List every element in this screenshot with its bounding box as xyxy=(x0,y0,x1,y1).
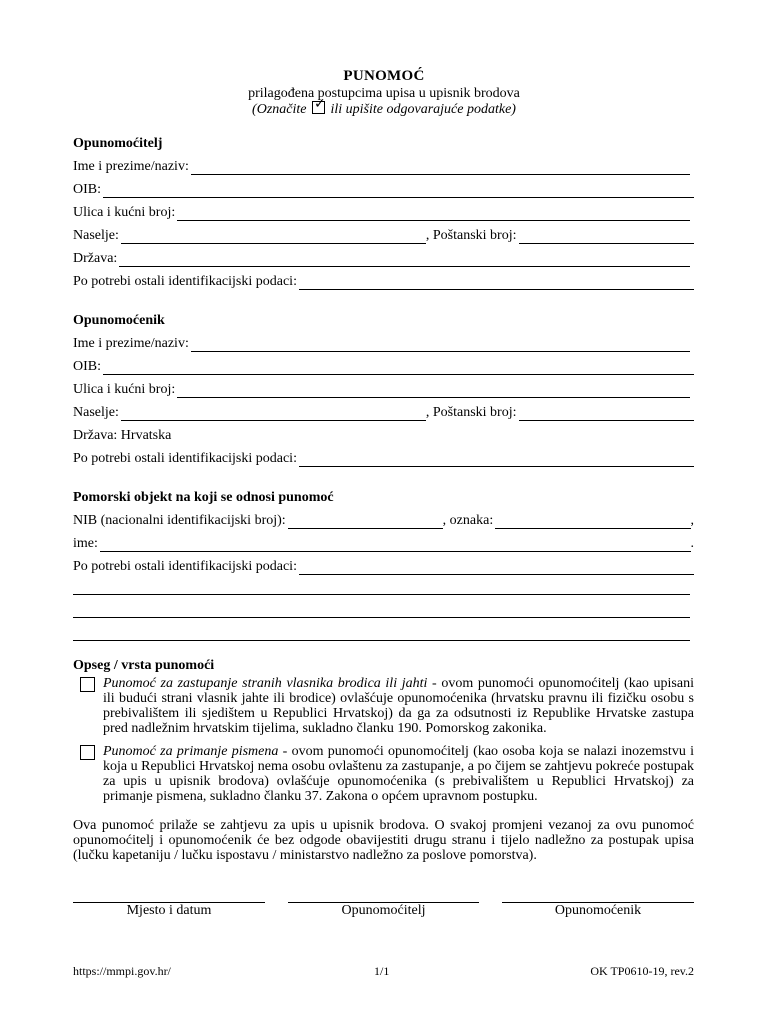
object-mark-line[interactable] xyxy=(495,516,690,529)
object-nib-field[interactable] xyxy=(73,513,694,529)
object-extra-line-1[interactable] xyxy=(73,594,690,595)
option2-checkbox[interactable] xyxy=(80,745,95,760)
principal-other-label: Po potrebi ostali identifikacijski podaci: xyxy=(73,274,297,289)
agent-other-line[interactable] xyxy=(299,454,694,467)
object-other-line[interactable] xyxy=(299,562,694,575)
agent-heading: Opunomoćenik xyxy=(73,313,165,328)
principal-settlement-label: Naselje: xyxy=(73,228,119,243)
object-nib-label: NIB (nacionalni identifikacijski broj): xyxy=(73,513,286,528)
instruction-before: (Označite xyxy=(252,102,307,117)
principal-street-label: Ulica i kućni broj: xyxy=(73,205,176,220)
option2-description: - ovom punomoći opunomoćitelj (kao osoba koja se nalazi inozemstvu i koja u Republici Hrvatskoj nema osobu ovlaštenu za zastupanje, a po čijem se zahtjevu pokreće postupak za upis u upisnik brodova) ovlašćuje opunomoćenika (s prebivalištem u Republici Hrvatskoj) za primanje pismena, sukladno članku 37. Zakona o općem upravnom postupku. xyxy=(103,744,694,804)
principal-country-line[interactable] xyxy=(119,254,690,267)
agent-country-field xyxy=(73,428,694,444)
agent-other-field[interactable] xyxy=(73,451,694,467)
principal-settlement-line[interactable] xyxy=(121,231,426,244)
object-name-label: ime: xyxy=(73,536,98,551)
footer-document-code: OK TP0610-19, rev.2 xyxy=(590,964,694,978)
principal-street-field[interactable] xyxy=(73,205,694,221)
agent-other-label: Po potrebi ostali identifikacijski podaci: xyxy=(73,451,297,466)
option1-description: - ovom punomoći opunomoćitelj (kao upisani ili budući strani vlasnik jahte ili brodice) ovlašćuje opunomoćenika (hrvatsku pravnu ili fizičku osobu s prebivalištem ili sjedištem u Republici Hrvatskoj) da ga za odsutnosti iz Republike Hrvatske zastupa pred nadležnim hrvatskim tijelima, sukladno članku 190. Pomorskog zakonika. xyxy=(103,676,694,736)
principal-oib-field[interactable] xyxy=(73,182,694,198)
object-extra-line-2[interactable] xyxy=(73,617,690,618)
footer-page-number: 1/1 xyxy=(374,964,390,978)
object-nib-line[interactable] xyxy=(288,516,443,529)
principal-oib-line[interactable] xyxy=(103,185,694,198)
option1-checkbox[interactable] xyxy=(80,677,95,692)
agent-postal-label: , Poštanski broj: xyxy=(425,405,517,420)
object-extra-line-3[interactable] xyxy=(73,640,690,641)
object-other-field[interactable] xyxy=(73,559,694,575)
closing-paragraph: Ova punomoć prilaže se zahtjevu za upis u upisnik brodova. O svakoj promjeni vezanoj za ovu punomoć opunomoćitelj i opunomoćenik će bez odgode obavijestiti drugu stranu i tijelo nadležno za postupak upisa (lučku kapetaniju / lučku ispostavu / ministarstvo nadležno za poslove pomorstva). xyxy=(73,818,694,863)
option2-text xyxy=(103,744,694,804)
agent-settlement-line[interactable] xyxy=(121,408,426,421)
object-mark-label: , oznaka: xyxy=(442,513,494,528)
principal-settlement-field[interactable] xyxy=(73,228,694,244)
place-date-label: Mjesto i datum xyxy=(126,903,212,918)
option2-title: Punomoć za primanje pismena xyxy=(103,744,279,759)
checked-box-icon xyxy=(312,101,325,114)
agent-oib-label: OIB: xyxy=(73,359,101,374)
principal-country-field[interactable] xyxy=(73,251,694,267)
principal-street-line[interactable] xyxy=(177,208,690,221)
agent-settlement-field[interactable] xyxy=(73,405,694,421)
agent-street-field[interactable] xyxy=(73,382,694,398)
agent-signature-label: Opunomoćenik xyxy=(554,903,642,918)
principal-signature-label: Opunomoćitelj xyxy=(341,903,426,918)
agent-street-line[interactable] xyxy=(177,385,690,398)
document-title: PUNOMOĆ xyxy=(343,68,425,84)
agent-name-label: Ime i prezime/naziv: xyxy=(73,336,189,351)
agent-name-line[interactable] xyxy=(191,339,690,352)
principal-name-line[interactable] xyxy=(191,162,690,175)
object-name-line[interactable] xyxy=(100,539,691,552)
agent-oib-line[interactable] xyxy=(103,362,694,375)
principal-name-label: Ime i prezime/naziv: xyxy=(73,159,189,174)
agent-country-label: Država: Hrvatska xyxy=(73,428,172,443)
object-name-period: . xyxy=(690,536,694,551)
principal-country-label: Država: xyxy=(73,251,118,266)
object-mark-comma: , xyxy=(690,513,694,528)
option1-title: Punomoć za zastupanje stranih vlasnika brodica ili jahti xyxy=(103,676,428,691)
principal-name-field[interactable] xyxy=(73,159,694,175)
object-name-field[interactable] xyxy=(73,536,694,552)
object-heading: Pomorski objekt na koji se odnosi punomoć xyxy=(73,490,334,505)
footer-url: https://mmpi.gov.hr/ xyxy=(73,964,171,978)
agent-street-label: Ulica i kućni broj: xyxy=(73,382,176,397)
principal-postal-line[interactable] xyxy=(519,231,695,244)
object-other-label: Po potrebi ostali identifikacijski podaci: xyxy=(73,559,297,574)
instruction-line xyxy=(0,101,768,118)
scope-heading: Opseg / vrsta punomoći xyxy=(73,658,215,673)
principal-heading: Opunomoćitelj xyxy=(73,136,163,151)
agent-oib-field[interactable] xyxy=(73,359,694,375)
agent-settlement-label: Naselje: xyxy=(73,405,119,420)
principal-postal-label: , Poštanski broj: xyxy=(425,228,517,243)
agent-postal-line[interactable] xyxy=(519,408,695,421)
document-subtitle: prilagođena postupcima upisa u upisnik brodova xyxy=(248,86,520,101)
principal-other-field[interactable] xyxy=(73,274,694,290)
principal-oib-label: OIB: xyxy=(73,182,101,197)
principal-other-line[interactable] xyxy=(299,277,694,290)
instruction-after: ili upišite odgovarajuće podatke) xyxy=(330,102,516,117)
agent-name-field[interactable] xyxy=(73,336,694,352)
option1-text xyxy=(103,676,694,736)
